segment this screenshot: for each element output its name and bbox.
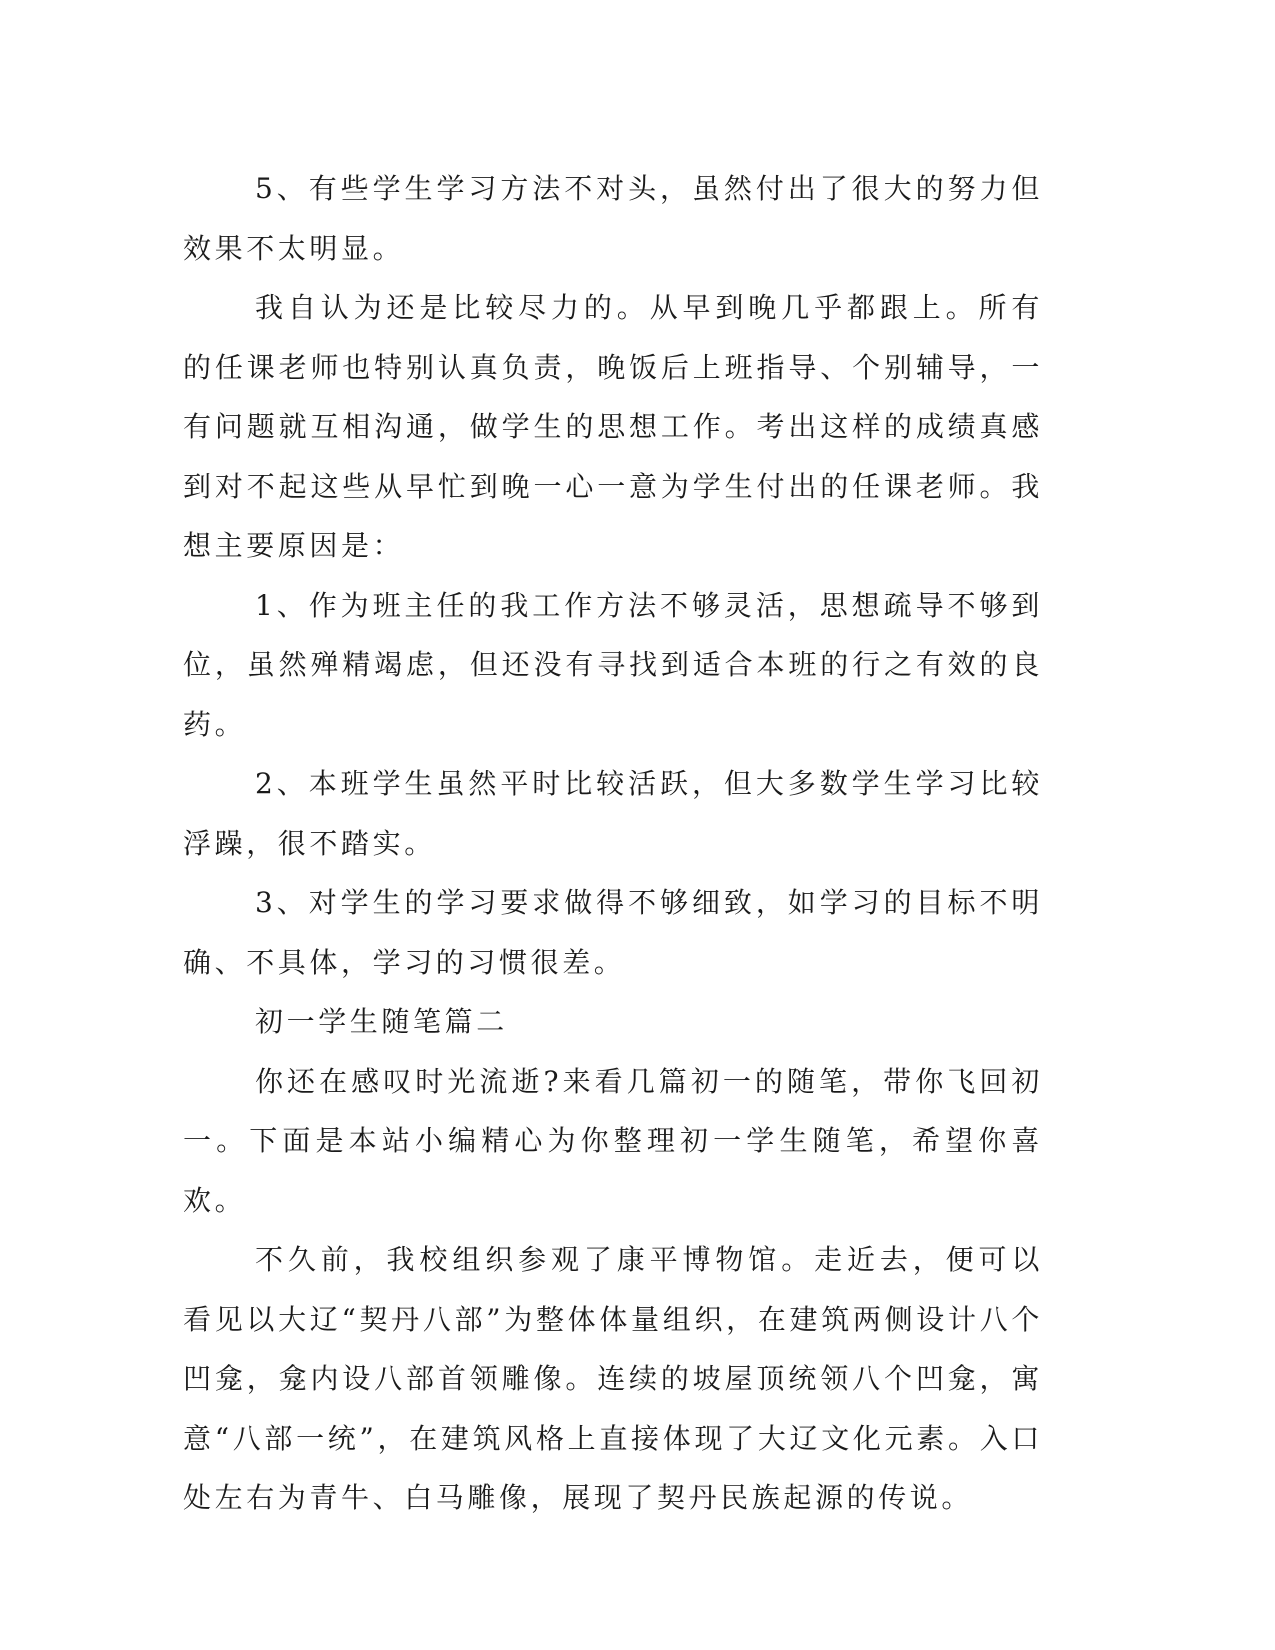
paragraph-intro: 你还在感叹时光流逝?来看几篇初一的随笔，带你飞回初一。下面是本站小编精心为你整理初一学生随笔，希望你喜欢。 xyxy=(183,1064,1043,1217)
paragraph-self-assessment: 我自认为还是比较尽力的。从早到晚几乎都跟上。所有的任课老师也特别认真负责，晚饭后上班指导、个别辅导，一有问题就互相沟通，做学生的思想工作。考出这样的成绩真感到对不起这些从早忙到晚一心一意为学生付出的任课老师。我想主要原因是： xyxy=(183,291,1043,562)
paragraph-item-5: 5、有些学生学习方法不对头，虽然付出了很大的努力但效果不太明显。 xyxy=(183,172,1043,265)
paragraph-reason-3: 3、对学生的学习要求做得不够细致，如学习的目标不明确、不具体，学习的习惯很差。 xyxy=(183,886,1043,979)
paragraph-reason-1: 1、作为班主任的我工作方法不够灵活，思想疏导不够到位，虽然殚精竭虑，但还没有寻找到适合本班的行之有效的良药。 xyxy=(183,588,1043,741)
section-heading: 初一学生随笔篇二 xyxy=(255,1005,508,1038)
paragraph-reason-2: 2、本班学生虽然平时比较活跃，但大多数学生学习比较浮躁，很不踏实。 xyxy=(183,767,1043,860)
paragraph-museum: 不久前，我校组织参观了康平博物馆。走近去，便可以看见以大辽“契丹八部”为整体体量组织，在建筑两侧设计八个凹龛，龛内设八部首领雕像。连续的坡屋顶统领八个凹龛，寓意“八部一统”，在建筑风格上直接体现了大辽文化元素。入口处左右为青牛、白马雕像，展现了契丹民族起源的传说。 xyxy=(183,1243,1043,1514)
document-body xyxy=(183,159,1043,1528)
